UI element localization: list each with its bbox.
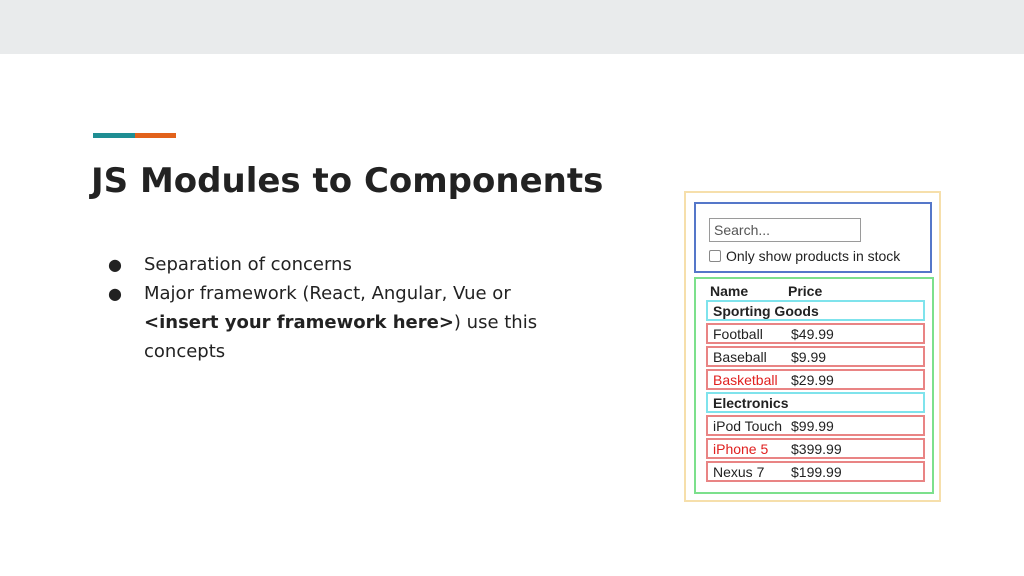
category-row <box>706 300 925 321</box>
in-stock-checkbox[interactable] <box>709 250 721 262</box>
product-name: iPod Touch <box>713 418 783 434</box>
in-stock-filter[interactable] <box>709 248 900 264</box>
product-row <box>706 461 925 482</box>
product-row <box>706 438 925 459</box>
product-table-component <box>694 277 934 494</box>
product-name: Baseball <box>713 349 767 365</box>
slide-title: JS Modules to Components <box>91 161 604 201</box>
product-price: $9.99 <box>791 349 827 365</box>
product-row <box>706 346 925 367</box>
product-price: $49.99 <box>791 326 834 342</box>
category-name: Electronics <box>713 395 789 411</box>
product-price: $199.99 <box>791 464 842 480</box>
top-bar <box>0 0 1024 54</box>
filterable-product-table <box>684 191 941 502</box>
product-name: iPhone 5 <box>713 441 769 457</box>
in-stock-label: Only show products in stock <box>726 248 901 264</box>
column-header-price: Price <box>788 283 823 299</box>
product-name: Football <box>713 326 763 342</box>
accent-teal <box>93 133 135 138</box>
product-price: $29.99 <box>791 372 834 388</box>
column-header-name: Name <box>710 283 749 299</box>
bullet-text-pre: Major framework (React, Angular, Vue or <box>144 283 511 304</box>
bullet-item <box>108 279 578 366</box>
category-name: Sporting Goods <box>713 303 819 319</box>
table-header <box>710 283 822 299</box>
accent-orange <box>135 133 176 138</box>
product-row <box>706 369 925 390</box>
product-row <box>706 415 925 436</box>
bullet-dot: ● <box>108 255 122 274</box>
bullet-list <box>108 250 578 366</box>
category-row <box>706 392 925 413</box>
bullet-item <box>108 250 578 279</box>
product-name: Basketball <box>713 372 778 388</box>
bullet-dot: ● <box>108 284 122 303</box>
title-accent-bar <box>93 133 176 138</box>
product-price: $399.99 <box>791 441 842 457</box>
search-input[interactable] <box>709 218 861 242</box>
bullet-text-bold: <insert your framework here> <box>144 312 454 333</box>
bullet-text-post: ) use this concepts <box>144 312 538 362</box>
bullet-text: Separation of concerns <box>144 254 352 275</box>
search-bar-component <box>694 202 932 273</box>
product-price: $99.99 <box>791 418 834 434</box>
product-name: Nexus 7 <box>713 464 765 480</box>
product-row <box>706 323 925 344</box>
